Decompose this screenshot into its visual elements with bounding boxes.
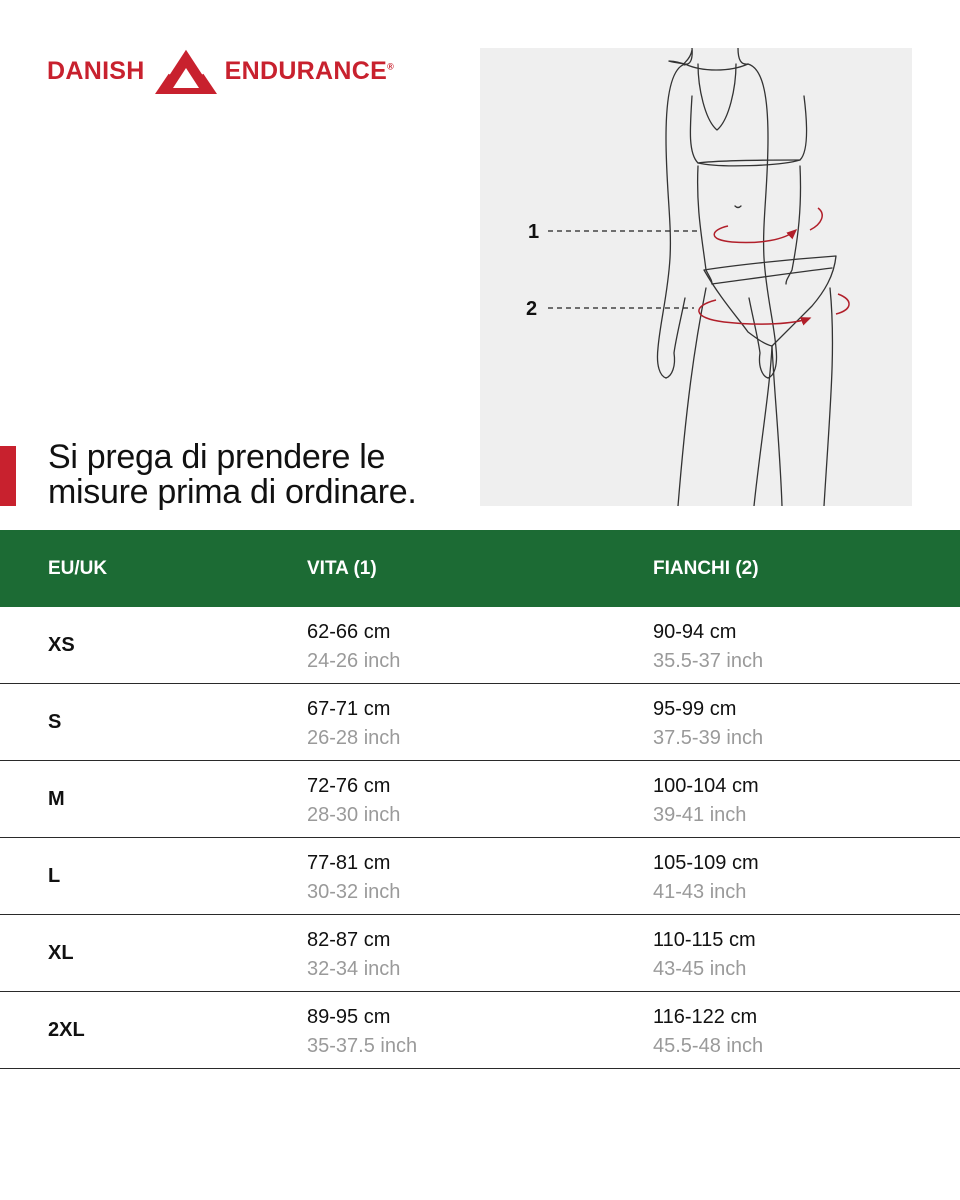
hips-cell <box>653 1003 763 1061</box>
hips-cell <box>653 618 763 676</box>
waist-inch: 26-28 inch <box>307 727 401 749</box>
measurement-figure <box>480 48 912 506</box>
column-header-size: EU/UK <box>48 558 108 579</box>
hips-cell <box>653 772 759 830</box>
accent-bar <box>0 446 16 506</box>
size-table-header <box>0 530 960 607</box>
headline-line-1: Si prega di prendere le <box>48 438 386 476</box>
marker-1-label: 1 <box>528 221 540 243</box>
brand-word-left: DANISH <box>47 56 145 85</box>
waist-inch: 32-34 inch <box>307 958 401 980</box>
mountain-logo-icon <box>153 46 219 96</box>
marker-2-label: 2 <box>526 298 538 320</box>
brand-logo <box>47 46 394 96</box>
table-row <box>0 761 960 838</box>
hips-inch: 37.5-39 inch <box>653 727 764 749</box>
waist-cm: 82-87 cm <box>307 929 391 951</box>
hips-cell <box>653 695 763 753</box>
hips-cm: 95-99 cm <box>653 698 737 720</box>
hips-inch: 45.5-48 inch <box>653 1035 764 1057</box>
table-row <box>0 607 960 684</box>
size-label: XS <box>48 634 75 656</box>
waist-cell <box>307 695 400 753</box>
waist-cm: 89-95 cm <box>307 1006 391 1028</box>
table-row <box>0 915 960 992</box>
hips-inch: 43-45 inch <box>653 958 747 980</box>
size-label: S <box>48 711 62 733</box>
size-table-body <box>0 607 960 1069</box>
size-label: M <box>48 788 65 810</box>
brand-word-right: ENDURANCE® <box>224 56 395 85</box>
waist-cell <box>307 1003 417 1061</box>
waist-inch: 28-30 inch <box>307 804 401 826</box>
size-label: XL <box>48 942 74 964</box>
hips-inch: 41-43 inch <box>653 881 747 903</box>
waist-inch: 30-32 inch <box>307 881 401 903</box>
waist-cm: 72-76 cm <box>307 775 391 797</box>
column-header-hips: FIANCHI (2) <box>653 558 759 579</box>
waist-cm: 62-66 cm <box>307 621 391 643</box>
waist-cell <box>307 849 400 907</box>
waist-cell <box>307 618 400 676</box>
hips-cm: 105-109 cm <box>653 852 759 874</box>
waist-cell <box>307 926 400 984</box>
waist-cell <box>307 772 400 830</box>
headline-line-2: misure prima di ordinare. <box>48 473 417 511</box>
waist-inch: 35-37.5 inch <box>307 1035 418 1057</box>
table-row <box>0 992 960 1069</box>
waist-cm: 77-81 cm <box>307 852 391 874</box>
hips-cm: 90-94 cm <box>653 621 737 643</box>
table-row <box>0 838 960 915</box>
hips-cm: 100-104 cm <box>653 775 759 797</box>
hips-cell <box>653 849 759 907</box>
waist-cm: 67-71 cm <box>307 698 391 720</box>
page-headline <box>48 440 468 510</box>
body-outline-illustration <box>480 48 912 506</box>
hips-cell <box>653 926 756 984</box>
waist-inch: 24-26 inch <box>307 650 401 672</box>
table-row <box>0 684 960 761</box>
size-label: 2XL <box>48 1019 85 1041</box>
size-label: L <box>48 865 61 887</box>
hips-inch: 35.5-37 inch <box>653 650 764 672</box>
hips-inch: 39-41 inch <box>653 804 747 826</box>
column-header-waist: VITA (1) <box>307 558 377 579</box>
hips-cm: 116-122 cm <box>653 1006 758 1028</box>
hips-cm: 110-115 cm <box>653 929 756 951</box>
